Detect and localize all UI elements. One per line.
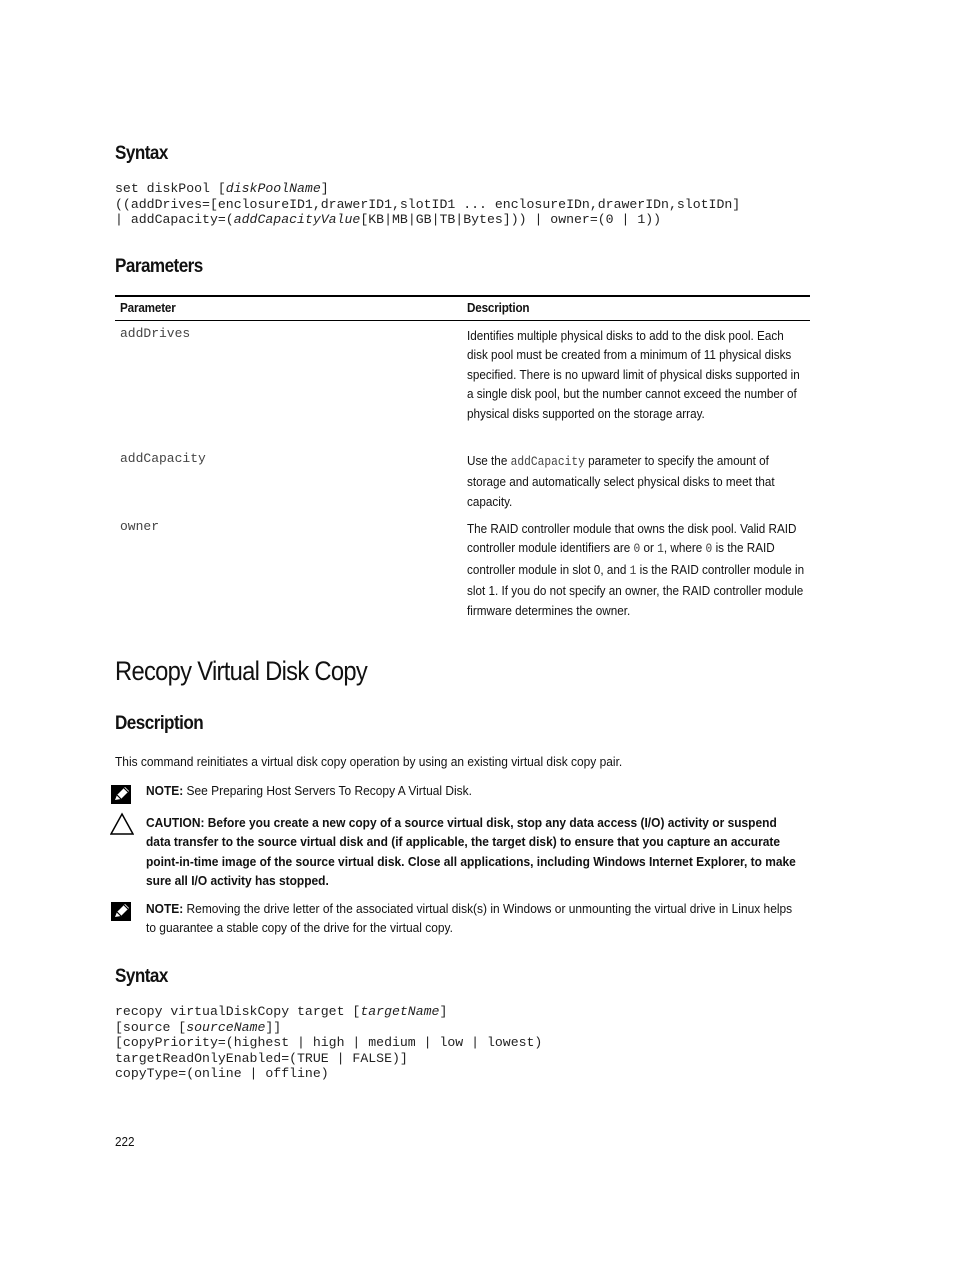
code-text: ]	[439, 1004, 448, 1019]
param-name-adddrives: addDrives	[120, 326, 191, 341]
table-header-rule	[115, 320, 810, 321]
desc-text: is the RAID controller module in slot 0, and	[467, 540, 775, 577]
code-text: [source [	[115, 1019, 187, 1035]
code-placeholder: targetName	[360, 1004, 440, 1019]
desc-text: parameter to specify the amount of storage and automatically select physical disks to meet that capacity.	[467, 453, 775, 509]
note-text: See Preparing Host Servers To Recopy A Virtual Disk.	[183, 783, 472, 798]
param-name-addcapacity: addCapacity	[120, 451, 206, 466]
description-heading: Description	[115, 713, 204, 734]
inline-code: 1	[629, 563, 637, 578]
syntax-heading-2: Syntax	[115, 966, 168, 987]
code-text: set diskPool [	[115, 181, 226, 196]
desc-text: or	[640, 540, 658, 556]
note-label: NOTE:	[146, 783, 184, 798]
column-header-parameter: Parameter	[120, 300, 176, 315]
code-text: targetReadOnlyEnabled=(TRUE | FALSE)]	[115, 1050, 408, 1066]
code-placeholder: diskPoolName	[225, 181, 321, 196]
syntax-code-block	[115, 181, 740, 228]
desc-text: , where	[663, 540, 706, 556]
table-top-rule	[115, 295, 810, 297]
code-text: [KB|MB|GB|TB|Bytes])) | owner=(0 | 1))	[360, 212, 662, 227]
desc-text: Use the	[467, 453, 511, 468]
desc-text: The RAID controller module that owns the disk pool. Valid RAID controller module identifiers are	[467, 521, 797, 556]
code-text: copyType=(online | offline)	[115, 1066, 329, 1081]
inline-code: 0	[705, 542, 713, 557]
column-header-description: Description	[467, 300, 530, 315]
code-text: ]	[320, 181, 329, 196]
code-placeholder: sourceName	[186, 1019, 266, 1035]
param-desc-addcapacity	[467, 451, 805, 511]
note-label: NOTE:	[146, 901, 184, 916]
code-text: ]]	[265, 1019, 282, 1035]
code-placeholder: addCapacityValue	[233, 212, 361, 227]
page-number: 222	[115, 1134, 135, 1149]
page-title: Recopy Virtual Disk Copy	[115, 656, 368, 686]
syntax-code-block-2	[115, 1004, 542, 1082]
caution-text: CAUTION: Before you create a new copy of a source virtual disk, stop any data access (I/O) activity or suspend data transfer to the source virtual disk and (if applicable, the target disk) to ensure that you capture an accurate point-in-time image of the source virtual disk. Close all applications, including Windows Internet Explorer, to make sure all I/O activity has stopped.	[146, 815, 796, 889]
code-text: | addCapacity=(	[115, 212, 234, 227]
pencil-note-icon	[110, 783, 134, 807]
caution-triangle-icon	[110, 812, 134, 836]
code-text: [copyPriority=(highest | high | medium | low | lowest)	[115, 1035, 543, 1050]
note-text: Removing the drive letter of the associated virtual disk(s) in Windows or unmounting the virtual drive in Linux helps to guarantee a stable copy of the drive for the virtual copy.	[146, 901, 793, 936]
inline-code: addCapacity	[510, 455, 585, 469]
param-desc-owner	[467, 519, 805, 620]
pencil-note-icon	[110, 900, 134, 924]
param-desc-adddrives: Identifies multiple physical disks to add to the disk pool. Each disk pool must be created from a minimum of 11 physical disks specified. There is no upward limit of physical disks supported in a single disk pool, but the number cannot exceed the number of physical disks supported on the storage array.	[467, 328, 800, 421]
note-1	[146, 781, 808, 800]
parameters-heading: Parameters	[115, 256, 203, 277]
inline-code: 1	[657, 542, 664, 557]
desc-text: is the RAID controller module in slot 1. If you do not specify an owner, the RAID controller module firmware determines the owner.	[467, 561, 805, 618]
code-text: ((addDrives=[enclosureID1,drawerID1,slotID1 ... enclosureIDn,drawerIDn,slotIDn]	[115, 196, 741, 212]
description-text: This command reinitiates a virtual disk copy operation by using an existing virtual disk copy pair.	[115, 754, 623, 769]
param-name-owner: owner	[120, 519, 160, 534]
code-text: recopy virtualDiskCopy target [	[115, 1004, 361, 1019]
inline-code: 0	[633, 542, 641, 557]
syntax-heading: Syntax	[115, 143, 168, 164]
note-2	[146, 899, 804, 938]
